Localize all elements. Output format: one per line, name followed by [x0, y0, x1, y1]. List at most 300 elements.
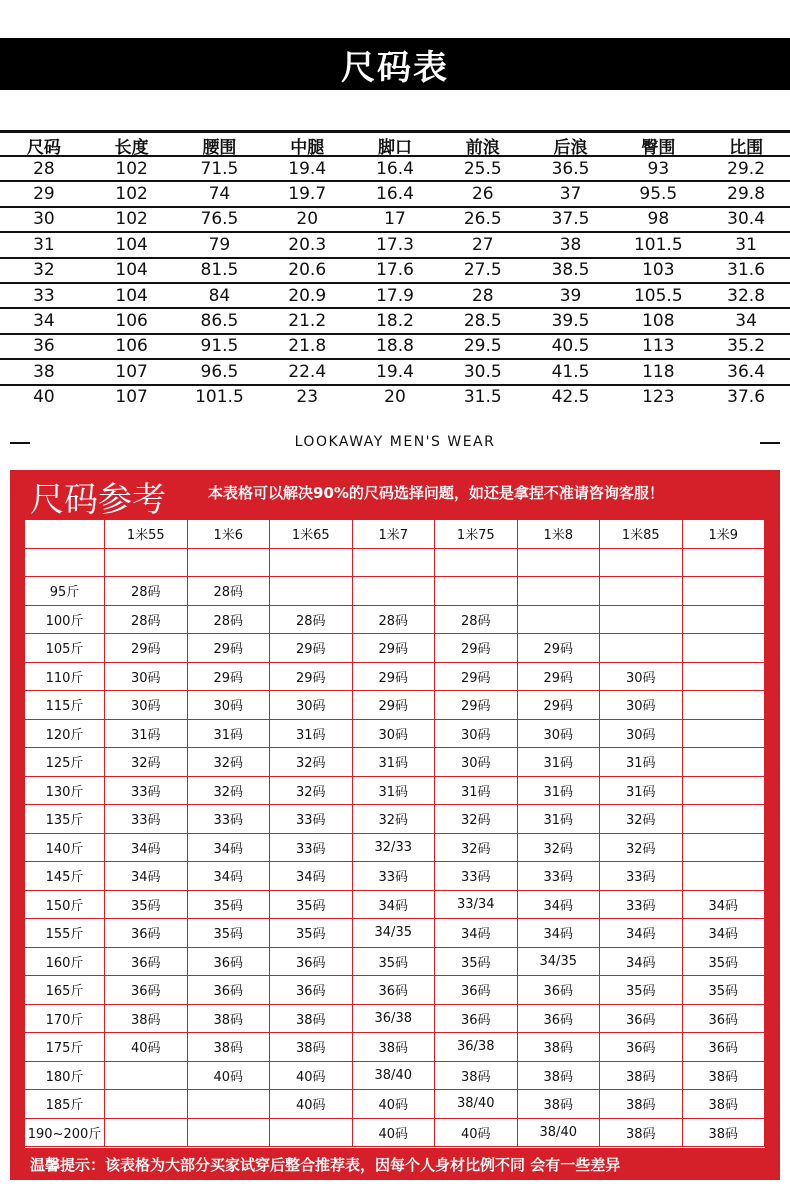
size-table-cell: 123: [642, 387, 675, 408]
size-cell: 31码: [518, 777, 601, 806]
size-cell: 29码: [435, 691, 518, 720]
size-table-cell: 脚口: [377, 138, 412, 158]
size-cell: 36码: [105, 948, 188, 977]
size-cell: 40码: [270, 1062, 353, 1091]
size-cell: 38码: [518, 1062, 601, 1091]
size-cell: 36码: [435, 976, 518, 1005]
size-cell: [188, 1119, 271, 1148]
size-cell: 38码: [270, 1033, 353, 1062]
weight-label: 145斤: [25, 862, 105, 891]
reference-subtitle: 本表格可以解决90%的尺码选择问题，如还是拿捏不准请咨询客服！: [208, 484, 664, 502]
size-table-cell: 28: [33, 158, 55, 179]
size-cell: 28码: [435, 606, 518, 635]
size-cell: 33码: [518, 862, 601, 891]
size-table-cell: 29.2: [727, 158, 766, 179]
size-table-cell: 108: [642, 311, 675, 332]
size-cell: 33码: [105, 777, 188, 806]
size-cell: 31码: [518, 805, 601, 834]
weight-label: 190~200斤: [25, 1119, 105, 1148]
size-cell: 29码: [353, 663, 436, 692]
size-cell: 32码: [435, 805, 518, 834]
size-cell: 34码: [518, 891, 601, 920]
size-cell: 38码: [353, 1033, 436, 1062]
size-table-row: [0, 284, 790, 309]
size-cell: 30码: [600, 691, 683, 720]
size-table-cell: 后浪: [553, 138, 588, 158]
weight-label: 155斤: [25, 919, 105, 948]
right-dash: [760, 442, 780, 444]
size-table-cell: 腰围: [202, 138, 237, 158]
size-table-cell: 107: [115, 387, 148, 408]
size-cell: 34/35: [518, 948, 601, 977]
size-cell: 36码: [600, 1005, 683, 1034]
weight-label: 95斤: [25, 577, 105, 606]
reference-footer: 温馨提示：该表格为大部分买家试穿后整合推荐表，因每个人身材比例不同 会有一些差异: [30, 1156, 621, 1174]
size-cell: 38/40: [518, 1119, 601, 1148]
size-cell: 29码: [353, 634, 436, 663]
size-table-cell: 95.5: [639, 184, 678, 205]
size-table-cell: 33: [33, 285, 55, 306]
height-header: 1米55: [105, 520, 188, 549]
size-cell: [600, 577, 683, 606]
size-cell: [105, 1119, 188, 1148]
height-header: 1米9: [683, 520, 766, 549]
size-cell: 40码: [353, 1090, 436, 1119]
size-cell: 28码: [188, 606, 271, 635]
size-cell: 30码: [600, 663, 683, 692]
size-cell: [270, 577, 353, 606]
size-table-cell: 104: [115, 285, 148, 306]
size-table-cell: 42.5: [551, 387, 590, 408]
grid-spacer: [600, 549, 683, 578]
size-cell: 38码: [188, 1033, 271, 1062]
size-cell: 35码: [270, 919, 353, 948]
size-cell: 36码: [683, 1033, 766, 1062]
size-cell: 34码: [188, 834, 271, 863]
weight-label: 120斤: [25, 720, 105, 749]
size-table-cell: 前浪: [465, 138, 500, 158]
height-header: 1米8: [518, 520, 601, 549]
size-table-cell: 17.6: [376, 260, 414, 281]
size-cell: 30码: [435, 748, 518, 777]
size-table-cell: 31.6: [727, 260, 766, 281]
size-table-cell: 84: [208, 285, 231, 306]
size-cell: 34码: [683, 919, 766, 948]
grid-spacer: [188, 549, 271, 578]
size-cell: 40码: [353, 1119, 436, 1148]
size-cell: 29码: [188, 663, 271, 692]
size-table-row: [0, 208, 790, 233]
size-table-cell: 35.2: [727, 336, 766, 357]
size-cell: 38码: [683, 1119, 766, 1148]
size-cell: 36码: [353, 976, 436, 1005]
size-table-cell: 39.5: [551, 311, 590, 332]
size-cell: 28码: [188, 577, 271, 606]
size-table-cell: 102: [115, 209, 148, 230]
size-cell: 30码: [105, 663, 188, 692]
weight-label: 170斤: [25, 1005, 105, 1034]
size-table-cell: 106: [115, 336, 148, 357]
brand-divider: [0, 432, 790, 454]
size-cell: 33码: [353, 862, 436, 891]
size-table-cell: 38: [33, 361, 55, 382]
grid-spacer: [435, 549, 518, 578]
size-table-cell: 23: [296, 387, 319, 408]
size-cell: 33码: [600, 862, 683, 891]
size-cell: 30码: [188, 691, 271, 720]
size-cell: 30码: [435, 720, 518, 749]
height-header: 1米65: [270, 520, 353, 549]
size-cell: 31码: [188, 720, 271, 749]
size-table-cell: 19.4: [288, 158, 327, 179]
size-table-cell: 21.2: [288, 311, 327, 332]
size-cell: 30码: [270, 691, 353, 720]
size-cell: 29码: [518, 663, 601, 692]
size-table-cell: 74: [208, 184, 231, 205]
size-table-cell: 38: [559, 234, 582, 255]
size-table-header: [0, 130, 790, 157]
size-table-cell: 21.8: [288, 336, 327, 357]
size-table-cell: 107: [115, 361, 148, 382]
size-cell: [435, 577, 518, 606]
size-table-cell: 32: [33, 260, 55, 281]
height-header: 1米6: [188, 520, 271, 549]
size-table-cell: 18.8: [376, 336, 414, 357]
size-table-cell: 30: [33, 209, 55, 230]
size-cell: [683, 606, 766, 635]
size-table-cell: 比围: [729, 138, 764, 158]
height-header: 1米7: [353, 520, 436, 549]
size-cell: 38码: [683, 1062, 766, 1091]
size-table-cell: 臀围: [641, 138, 676, 158]
size-table-cell: 104: [115, 260, 148, 281]
size-cell: 36码: [105, 976, 188, 1005]
size-table-cell: 37.6: [727, 387, 766, 408]
weight-label: 115斤: [25, 691, 105, 720]
size-cell: 31码: [353, 748, 436, 777]
size-table-cell: 26.5: [463, 209, 502, 230]
weight-label: 180斤: [25, 1062, 105, 1091]
size-cell: 31码: [600, 777, 683, 806]
size-cell: 36/38: [353, 1005, 436, 1034]
size-cell: 29码: [435, 634, 518, 663]
size-table-cell: 31.5: [463, 387, 502, 408]
size-cell: 36码: [270, 976, 353, 1005]
grid-spacer: [683, 549, 766, 578]
size-cell: 34码: [600, 948, 683, 977]
size-table-row: [0, 386, 790, 409]
size-cell: 32码: [600, 805, 683, 834]
size-table-cell: 27: [471, 234, 494, 255]
weight-label: 105斤: [25, 634, 105, 663]
size-table-cell: 102: [115, 158, 148, 179]
size-cell: 31码: [435, 777, 518, 806]
size-table-cell: 37.5: [551, 209, 590, 230]
height-header: 1米85: [600, 520, 683, 549]
size-cell: 36码: [683, 1005, 766, 1034]
size-cell: [518, 577, 601, 606]
size-cell: 38码: [518, 1033, 601, 1062]
size-cell: 36码: [600, 1033, 683, 1062]
reference-grid: [25, 520, 765, 1148]
size-cell: 30码: [105, 691, 188, 720]
size-cell: 35码: [683, 976, 766, 1005]
size-cell: [683, 862, 766, 891]
grid-spacer: [105, 549, 188, 578]
size-table-cell: 101.5: [633, 234, 683, 255]
size-table-cell: 113: [642, 336, 675, 357]
size-cell: 28码: [105, 577, 188, 606]
size-table-cell: 40: [33, 387, 55, 408]
size-table-cell: 20.9: [288, 285, 327, 306]
size-table-row: [0, 360, 790, 385]
size-cell: 35码: [270, 891, 353, 920]
size-table-cell: 98: [647, 209, 670, 230]
size-cell: 34码: [188, 862, 271, 891]
size-cell: 40码: [270, 1090, 353, 1119]
size-table-cell: 30.5: [463, 361, 502, 382]
size-cell: 34码: [518, 919, 601, 948]
size-table-cell: 17: [384, 209, 406, 230]
size-cell: 29码: [353, 691, 436, 720]
size-cell: 38/40: [435, 1090, 518, 1119]
size-table-cell: 20: [296, 209, 319, 230]
size-cell: 36码: [518, 1005, 601, 1034]
banner-title: 尺码表: [0, 38, 790, 90]
size-cell: 33码: [270, 834, 353, 863]
size-cell: 38码: [683, 1090, 766, 1119]
size-cell: 36码: [518, 976, 601, 1005]
size-table-cell: 96.5: [200, 361, 239, 382]
size-table-cell: 29.8: [727, 184, 766, 205]
size-table-cell: 76.5: [200, 209, 239, 230]
size-cell: 33码: [105, 805, 188, 834]
size-table-cell: 36: [33, 336, 55, 357]
size-cell: [683, 577, 766, 606]
grid-spacer: [353, 549, 436, 578]
size-table-cell: 105.5: [633, 285, 683, 306]
size-table-cell: 101.5: [195, 387, 244, 408]
size-cell: 34码: [270, 862, 353, 891]
size-table-cell: 36.4: [727, 361, 766, 382]
weight-label: 130斤: [25, 777, 105, 806]
size-table-cell: 34: [33, 311, 55, 332]
size-cell: 35码: [105, 891, 188, 920]
size-table-row: [0, 259, 790, 284]
size-cell: 32码: [435, 834, 518, 863]
size-cell: 38码: [105, 1005, 188, 1034]
size-cell: 36码: [188, 976, 271, 1005]
weight-label: 100斤: [25, 606, 105, 635]
size-cell: 28码: [270, 606, 353, 635]
size-table-cell: 27.5: [463, 260, 502, 281]
size-table-cell: 71.5: [200, 158, 239, 179]
size-cell: 35码: [600, 976, 683, 1005]
size-table-cell: 长度: [114, 138, 149, 158]
size-cell: [353, 577, 436, 606]
size-table-cell: 20.3: [288, 234, 327, 255]
size-table-cell: 31: [33, 234, 55, 255]
size-cell: 29码: [105, 634, 188, 663]
size-table-cell: 31: [735, 234, 757, 255]
size-cell: 29码: [435, 663, 518, 692]
size-cell: 32码: [600, 834, 683, 863]
size-cell: 30码: [600, 720, 683, 749]
size-cell: 36/38: [435, 1033, 518, 1062]
size-cell: 29码: [270, 634, 353, 663]
size-cell: 32码: [270, 748, 353, 777]
size-cell: 32码: [105, 748, 188, 777]
size-table-cell: 18.2: [376, 311, 414, 332]
size-cell: 32码: [270, 777, 353, 806]
grid-corner: [25, 520, 105, 549]
size-table-cell: 118: [642, 361, 675, 382]
grid-spacer: [270, 549, 353, 578]
size-table-cell: 36.5: [551, 158, 590, 179]
size-cell: 40码: [435, 1119, 518, 1148]
size-cell: 40码: [105, 1033, 188, 1062]
size-cell: 34码: [435, 919, 518, 948]
size-table-cell: 28: [471, 285, 494, 306]
grid-spacer: [518, 549, 601, 578]
size-table-cell: 尺码: [26, 138, 61, 158]
size-table-cell: 102: [115, 184, 148, 205]
size-cell: 38码: [188, 1005, 271, 1034]
size-cell: 32码: [353, 805, 436, 834]
size-cell: 38码: [270, 1005, 353, 1034]
size-cell: 34码: [600, 919, 683, 948]
size-table-cell: 91.5: [200, 336, 239, 357]
size-table-cell: 32.8: [727, 285, 766, 306]
size-cell: 36码: [435, 1005, 518, 1034]
size-cell: 38码: [600, 1090, 683, 1119]
size-table-row: [0, 157, 790, 182]
size-cell: 31码: [270, 720, 353, 749]
size-cell: 31码: [518, 748, 601, 777]
grid-spacer: [25, 549, 105, 578]
size-cell: 29码: [270, 663, 353, 692]
size-table-cell: 28.5: [463, 311, 502, 332]
size-cell: [683, 748, 766, 777]
size-cell: 38码: [435, 1062, 518, 1091]
size-cell: 34码: [683, 891, 766, 920]
size-cell: [188, 1090, 271, 1119]
size-table-cell: 19.7: [288, 184, 327, 205]
size-cell: 34/35: [353, 919, 436, 948]
size-table-row: [0, 309, 790, 334]
size-cell: 34码: [105, 862, 188, 891]
size-cell: 31码: [353, 777, 436, 806]
size-cell: 32码: [188, 777, 271, 806]
size-cell: [105, 1090, 188, 1119]
size-table-cell: 16.4: [376, 158, 414, 179]
size-cell: [683, 691, 766, 720]
size-cell: 33/34: [435, 891, 518, 920]
size-cell: 38码: [600, 1119, 683, 1148]
size-cell: 33码: [270, 805, 353, 834]
weight-label: 185斤: [25, 1090, 105, 1119]
size-cell: 29码: [518, 634, 601, 663]
size-cell: 29码: [188, 634, 271, 663]
weight-label: 165斤: [25, 976, 105, 1005]
size-table-cell: 19.4: [376, 361, 414, 382]
size-cell: [600, 606, 683, 635]
size-table-cell: 81.5: [200, 260, 239, 281]
size-reference-card: [10, 470, 780, 1180]
size-cell: 34码: [353, 891, 436, 920]
size-cell: 31码: [600, 748, 683, 777]
size-table-cell: 17.9: [376, 285, 414, 306]
size-table-cell: 20.6: [288, 260, 327, 281]
weight-label: 135斤: [25, 805, 105, 834]
size-cell: 38码: [600, 1062, 683, 1091]
size-table-cell: 104: [115, 234, 148, 255]
size-cell: 36码: [270, 948, 353, 977]
size-table-cell: 17.3: [376, 234, 414, 255]
size-table-row: [0, 182, 790, 207]
size-table-cell: 20: [384, 387, 406, 408]
size-cell: [600, 634, 683, 663]
height-header: 1米75: [435, 520, 518, 549]
weight-label: 140斤: [25, 834, 105, 863]
size-table: [0, 130, 790, 409]
brand-text: LOOKAWAY MEN'S WEAR: [294, 434, 496, 450]
size-cell: 30码: [518, 720, 601, 749]
size-table-cell: 40.5: [551, 336, 590, 357]
weight-label: 150斤: [25, 891, 105, 920]
weight-label: 110斤: [25, 663, 105, 692]
size-table-cell: 79: [208, 234, 231, 255]
size-table-cell: 29: [33, 184, 55, 205]
size-table-cell: 103: [642, 260, 675, 281]
size-table-cell: 93: [647, 158, 670, 179]
size-cell: 35码: [188, 891, 271, 920]
size-table-cell: 29.5: [463, 336, 502, 357]
size-cell: [683, 634, 766, 663]
size-cell: 36码: [105, 919, 188, 948]
size-cell: 32/33: [353, 834, 436, 863]
size-table-cell: 22.4: [288, 361, 327, 382]
size-cell: 38码: [518, 1090, 601, 1119]
size-table-cell: 30.4: [727, 209, 766, 230]
size-cell: 32码: [188, 748, 271, 777]
size-cell: [518, 606, 601, 635]
weight-label: 125斤: [25, 748, 105, 777]
size-cell: 40码: [188, 1062, 271, 1091]
size-table-row: [0, 233, 790, 258]
size-cell: 33码: [600, 891, 683, 920]
size-table-row: [0, 335, 790, 360]
size-table-cell: 39: [559, 285, 582, 306]
size-cell: 35码: [188, 919, 271, 948]
size-cell: 33码: [188, 805, 271, 834]
size-table-cell: 26: [471, 184, 494, 205]
size-table-cell: 38.5: [551, 260, 590, 281]
size-cell: 30码: [353, 720, 436, 749]
size-cell: 32码: [518, 834, 601, 863]
size-table-cell: 41.5: [551, 361, 590, 382]
size-cell: [105, 1062, 188, 1091]
weight-label: 160斤: [25, 948, 105, 977]
size-cell: 28码: [105, 606, 188, 635]
size-cell: [683, 777, 766, 806]
size-cell: 31码: [105, 720, 188, 749]
size-cell: 35码: [353, 948, 436, 977]
size-cell: 33码: [435, 862, 518, 891]
size-cell: [683, 663, 766, 692]
size-table-cell: 106: [115, 311, 148, 332]
size-cell: 29码: [518, 691, 601, 720]
